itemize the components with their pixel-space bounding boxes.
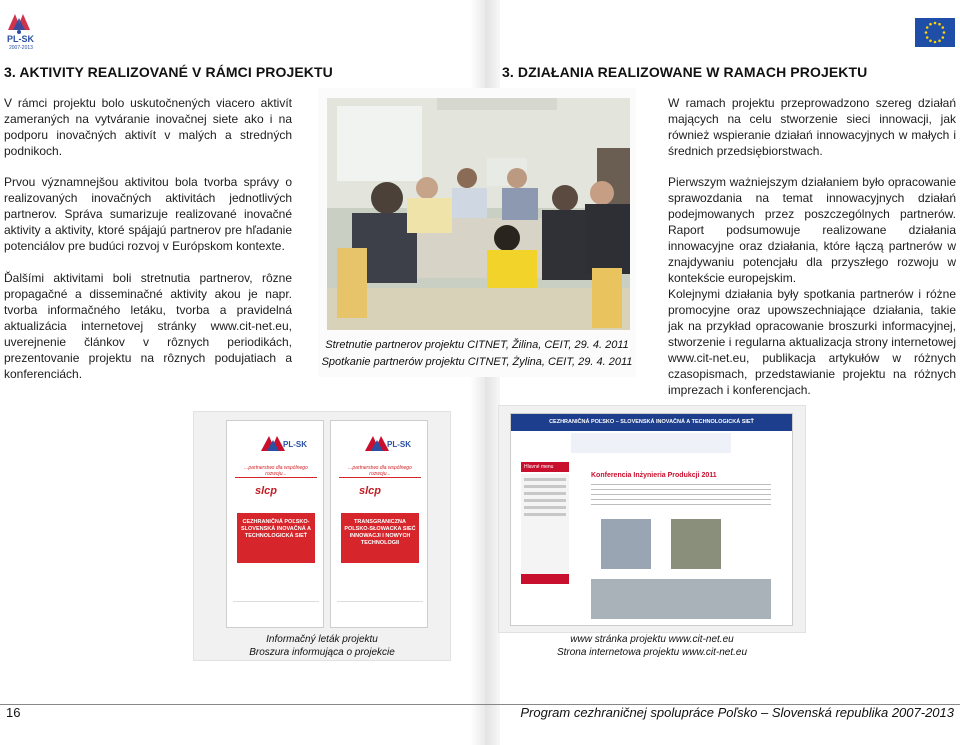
leaflet-caption-sk: Informačný leták projektu bbox=[266, 634, 378, 645]
logo-years: 2007-2013 bbox=[9, 45, 33, 51]
leaflet-title: TRANSGRANICZNA POLSKO-SŁOWACKA SIEĆ INNOWACJI I NOWYCH TECHNOLOGII bbox=[341, 513, 419, 563]
leaflet-footer-logos bbox=[337, 601, 423, 620]
leaflet-tagline: ...partnerstwo dla wspólnego rozwoju... bbox=[339, 465, 421, 478]
website-caption-sk: www stránka projektu www.cit-net.eu bbox=[570, 634, 734, 645]
website-screenshot bbox=[510, 413, 793, 626]
page-number: 16 bbox=[6, 705, 21, 720]
leaflet-footer-logos bbox=[233, 601, 319, 620]
leaflet-logo-icon bbox=[257, 433, 307, 463]
website-article-text bbox=[591, 484, 771, 508]
leaflet-polish bbox=[330, 420, 428, 628]
photo-caption-sk: Stretnutie partnerov projektu CITNET, Žilina, CEIT, 29. 4. 2011 bbox=[325, 339, 629, 351]
logo-label: PL-SK bbox=[7, 34, 34, 44]
website-photo-strip bbox=[591, 579, 771, 619]
website-caption-pl: Strona internetowa projektu www.cit-net.eu bbox=[556, 647, 748, 658]
website-subheader bbox=[571, 433, 731, 453]
website-photo-2 bbox=[671, 519, 721, 569]
leaflet-caption-pl: Broszura informująca o projekcie bbox=[249, 647, 395, 658]
eu-flag-logo bbox=[915, 18, 955, 47]
website-article-title: Konferencia Inżynieria Produkcji 2011 bbox=[591, 472, 717, 479]
right-body-paragraph: Pierwszym ważniejszym działaniem było opracowanie sprawozdania na temat innowacyjnych działań podejmowanych przez poszczególnych partnerów. Raport podsumowuje realizowane działania innowacyjne oraz działania, które łączą partnerów w znajdywaniu potencjału dla przyszłego rozwoju w kontekście europejskim. bbox=[668, 175, 956, 285]
pl-sk-logo bbox=[4, 10, 34, 54]
website-menu-header: Hlavné menu bbox=[521, 462, 569, 472]
website-menu-footer bbox=[521, 574, 569, 584]
footer-title: Program cezhraničnej spolupráce Poľsko – Slovenská republika 2007-2013 bbox=[520, 705, 954, 720]
left-heading: 3. AKTIVITY REALIZOVANÉ V RÁMCI PROJEKTU bbox=[4, 64, 333, 80]
website-photo-1 bbox=[601, 519, 651, 569]
leaflet-slovak bbox=[226, 420, 324, 628]
left-body-paragraph: Prvou významnejšou aktivitou bola tvorba správy o realizovaných inovačných aktivitách jednotlivých partnerov. Správa sumarizuje realizované inovačné aktivity a aktivity, ktoré spájajú partnerov pre hľadanie potenciálov pre budúci rozvoj v Európskom kontexte. bbox=[4, 175, 292, 253]
svg-text:PL-SK: PL-SK bbox=[387, 440, 411, 449]
right-body-paragraph-2: Kolejnymi działania były spotkania partnerów i różne promocyjne oraz upowszechniające działania, takie jak na przykład opracowanie broszurki informacyjnej, stworzenie i regularna aktualizacja strony internetowej www.cit-net.eu, publikacja artykułów w różnych czasopismach, przedstawianie projektu na różnych imprezach i konferencjach. bbox=[668, 287, 956, 397]
leaflet-tagline: ...partnerstwo dla wspólnego rozwoju... bbox=[235, 465, 317, 478]
right-heading: 3. DZIAŁANIA REALIZOWANE W RAMACH PROJEKTU bbox=[502, 64, 868, 80]
leaflet-slcp-logo: slcp bbox=[255, 485, 278, 497]
photo-caption-pl: Spotkanie partnerów projektu CITNET, Żylina, CEIT, 29. 4. 2011 bbox=[321, 356, 633, 368]
leaflet-title: CEZHRANIČNÁ POĽSKO-SLOVENSKÁ INOVAČNÁ A TECHNOLOGICKÁ SIEŤ bbox=[237, 513, 315, 563]
leaflet-logo-icon bbox=[361, 433, 411, 463]
leaflet-slcp-logo: slcp bbox=[359, 485, 382, 497]
left-intro-paragraph: V rámci projektu bolo uskutočnených viacero aktivít zameraných na vytváranie inovačnej siete ako i na podporu inovačných aktivít v malých a stredných podnikoch. bbox=[4, 96, 292, 158]
right-intro-paragraph: W ramach projektu przeprowadzono szereg działań mających na celu stworzenie sieci innowacji, jak również wspieranie działań innowacyjnych w małych i średnich przedsiębiorstwach. bbox=[668, 96, 956, 158]
website-banner: CEZHRANIČNÁ POĽSKO – SLOVENSKÁ INOVAČNÁ A TECHNOLOGICKÁ SIEŤ bbox=[511, 414, 792, 431]
svg-text:PL-SK: PL-SK bbox=[283, 440, 307, 449]
meeting-photo bbox=[327, 98, 630, 330]
left-body-paragraph-2: Ďalšími aktivitami boli stretnutia partnerov, rôzne propagačné a disseminačné aktivity akou je napr. tvorba informačného letáku, tvorba a pravidelná aktualizácia internetovej stránky www.cit-net.eu, uverejnenie článkov v rôznych periodikách, prezentovanie projektu na rôznych podujatiach a konferenciách. bbox=[4, 271, 292, 381]
website-sidebar bbox=[521, 474, 569, 584]
